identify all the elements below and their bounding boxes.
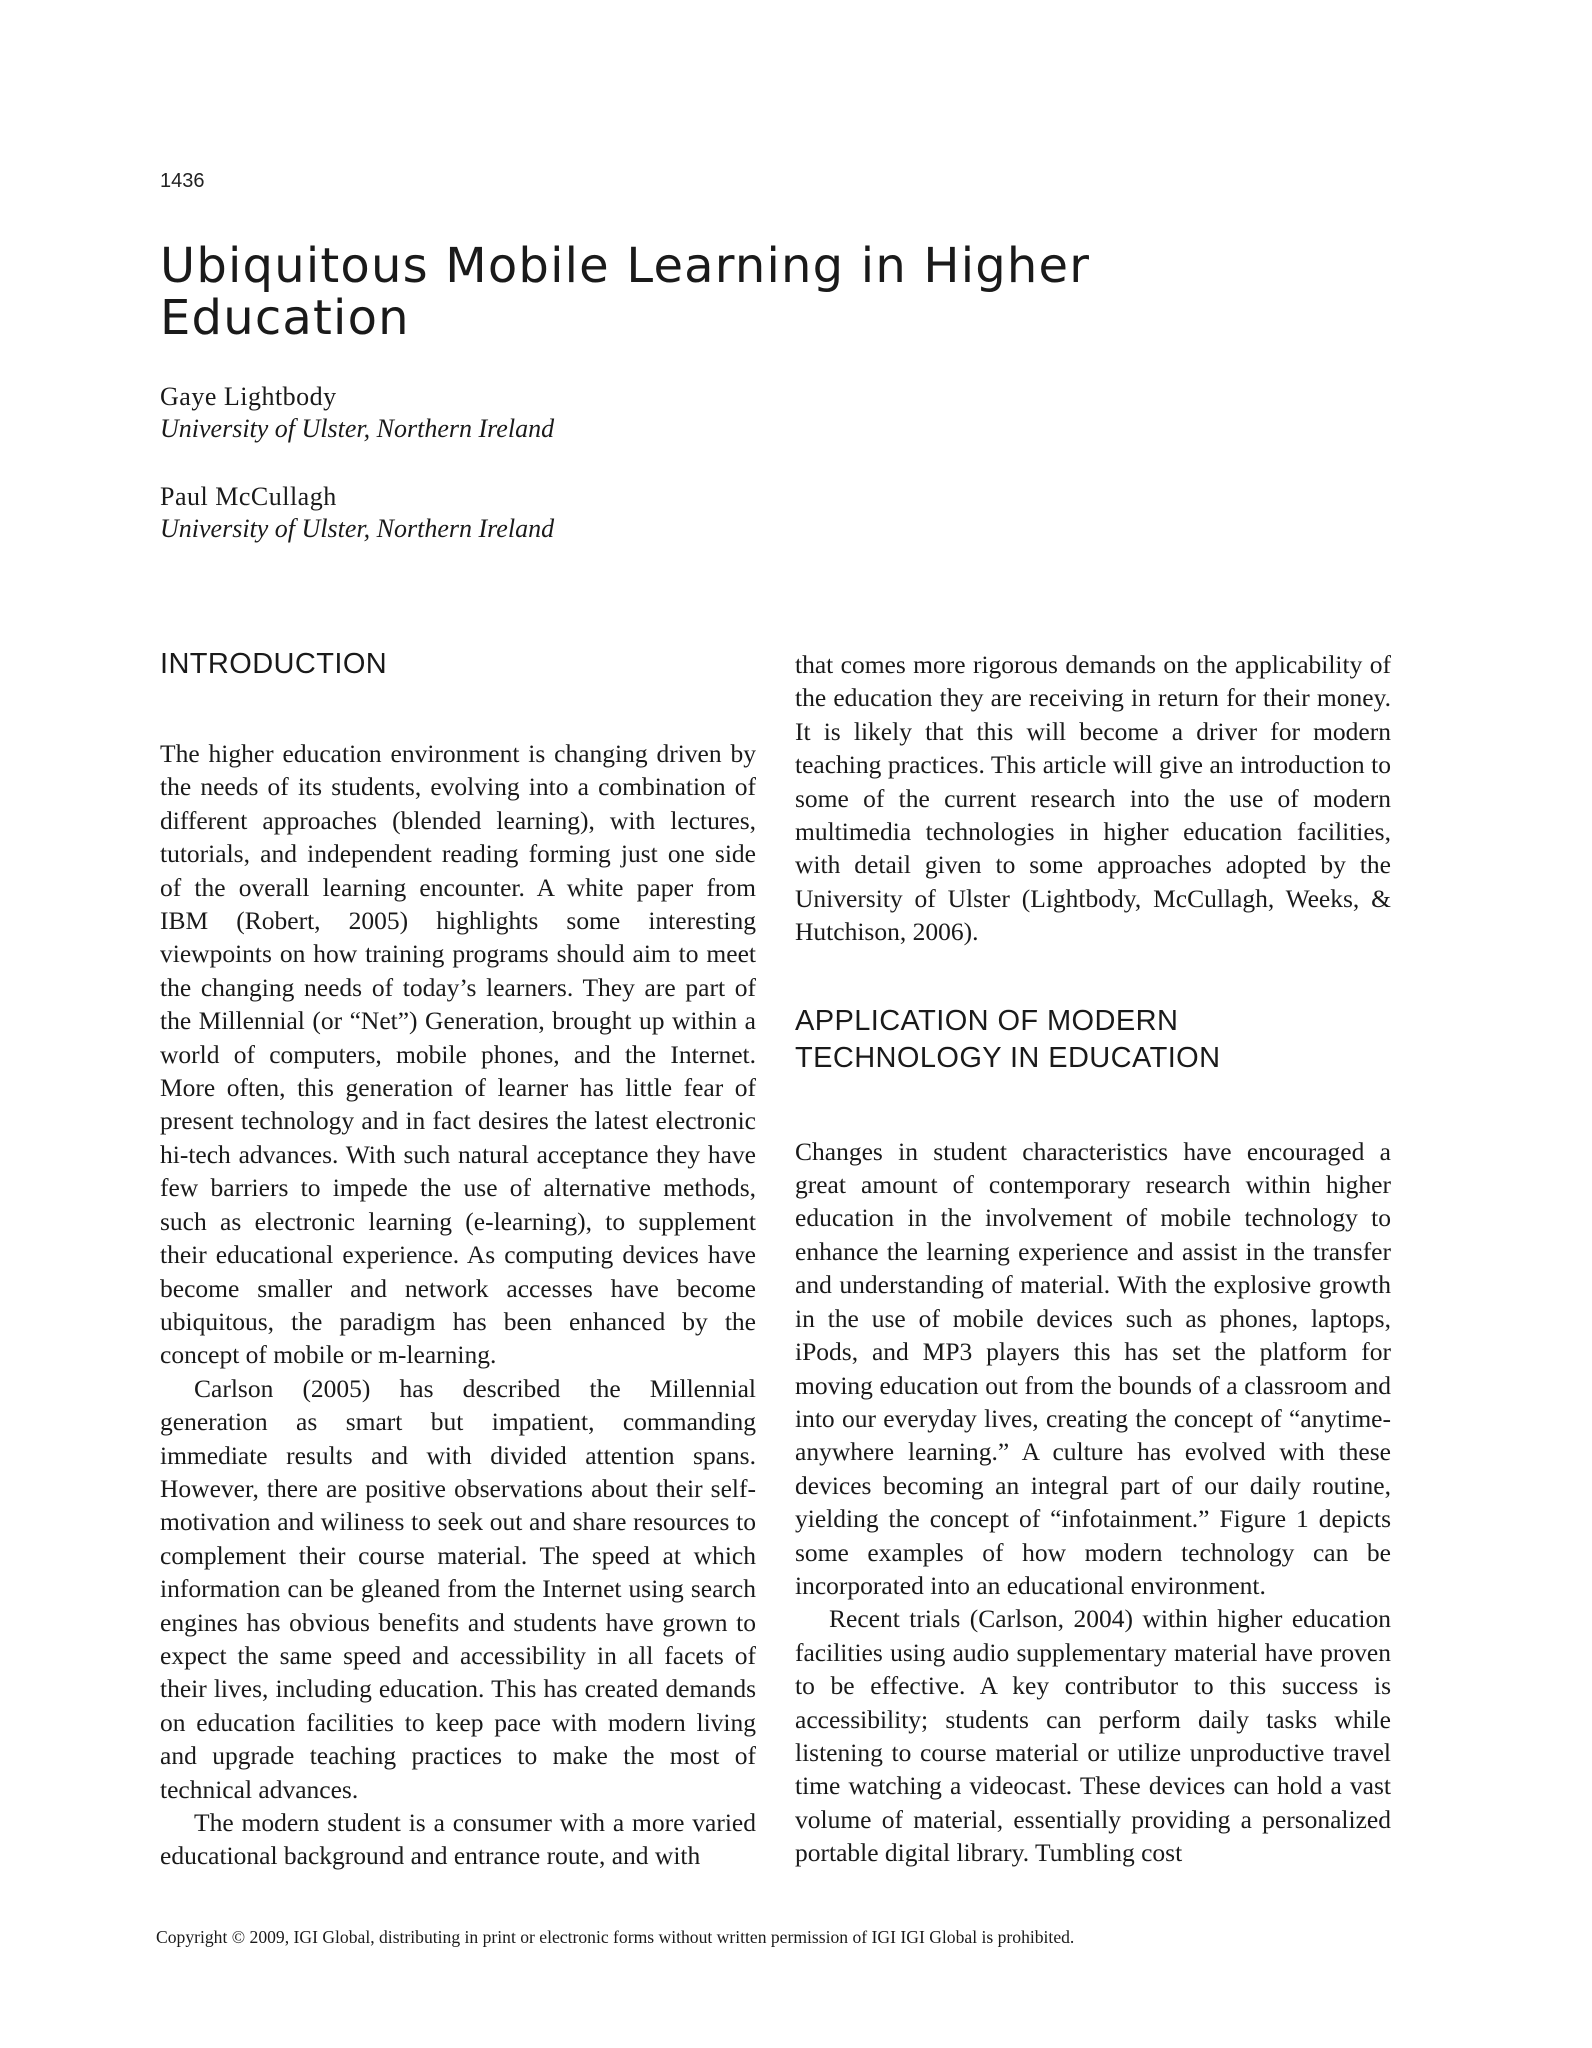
author-entry <box>160 481 554 545</box>
body-paragraph: The modern student is a consumer with a more varied educational background and entrance route, and with <box>160 1808 756 1871</box>
copyright-footer: Copyright © 2009, IGI Global, distributing in print or electronic forms without written permission of IGI IGI Global is prohibited. <box>156 1927 1075 1947</box>
section-heading-application: APPLICATION OF MODERN TECHNOLOGY IN EDUCATION <box>795 1004 1221 1074</box>
section-heading-introduction: INTRODUCTION <box>160 648 388 680</box>
author-name: Paul McCullagh <box>160 482 337 511</box>
left-column <box>160 646 756 1873</box>
author-name: Gaye Lightbody <box>160 382 337 411</box>
body-paragraph: that comes more rigorous demands on the applicability of the education they are receiving in return for their money. It is likely that this will become a driver for modern teaching practices. This article will give an introduction to some of the current research into the use of modern multimedia technologies in higher education facilities, with detail given to some approaches adopted by the University of Ulster (Lightbody, McCullagh, Weeks, & Hutchison, 2006). <box>795 650 1391 947</box>
page-number: 1436 <box>160 170 205 192</box>
body-paragraph: Changes in student characteristics have encouraged a great amount of contemporary research within higher education in the involvement of mobile technology to enhance the learning experience and assist in the transfer and understanding of material. With the explosive growth in the use of mobile devices such as phones, laptops, iPods, and MP3 players this has set the platform for moving education out from the bounds of a classroom and into our everyday lives, creating the concept of “anytime-anywhere learning.” A culture has evolved with these devices becoming an integral part of our daily routine, yielding the concept of “infotainment.” Figure 1 depicts some examples of how modern technology can be incorporated into an educational environment. <box>795 1136 1391 1600</box>
author-block <box>160 381 554 581</box>
article-title: Ubiquitous Mobile Learning in Higher Education <box>160 238 1091 346</box>
author-affiliation: University of Ulster, Northern Ireland <box>160 414 555 443</box>
body-paragraph: The higher education environment is changing driven by the needs of its students, evolving into a combination of different approaches (blended learning), with lectures, tutorials, and independent reading forming just one side of the overall learning encounter. A white paper from IBM (Robert, 2005) highlights some interesting viewpoints on how training programs should aim to meet the changing needs of today’s learners. They are part of the Millennial (or “Net”) Generation, brought up within a world of computers, mobile phones, and the Internet. More often, this generation of learner has little fear of present technology and in fact desires the latest electronic hi-tech advances. With such natural acceptance they have few barriers to impede the use of alternative methods, such as electronic learning (e-learning), to supplement their educational experience. As computing devices have become smaller and network accesses have become ubiquitous, the paradigm has been enhanced by the concept of mobile or m-learning. <box>160 739 756 1370</box>
author-affiliation: University of Ulster, Northern Ireland <box>160 514 555 543</box>
author-entry <box>160 381 554 445</box>
body-paragraph: Recent trials (Carlson, 2004) within higher education facilities using audio supplementary material have proven to be effective. A key contributor to this success is accessibility; students can perform daily tasks while listening to course material or utilize unproductive travel time watching a videocast. These devices can hold a vast volume of material, essentially providing a personalized portable digital library. Tumbling cost <box>795 1604 1391 1868</box>
body-paragraph: Carlson (2005) has described the Millennial generation as smart but impatient, commanding immediate results and with divided attention spans. However, there are positive observations about their self-motivation and wiliness to seek out and share resources to complement their course material. The speed at which information can be gleaned from the Internet using search engines has obvious benefits and students have grown to expect the same speed and accessibility in all facets of their lives, including education. This has created demands on education facilities to keep pace with modern living and upgrade teaching practices to make the most of technical advances. <box>160 1373 756 1804</box>
right-column <box>795 648 1391 1870</box>
